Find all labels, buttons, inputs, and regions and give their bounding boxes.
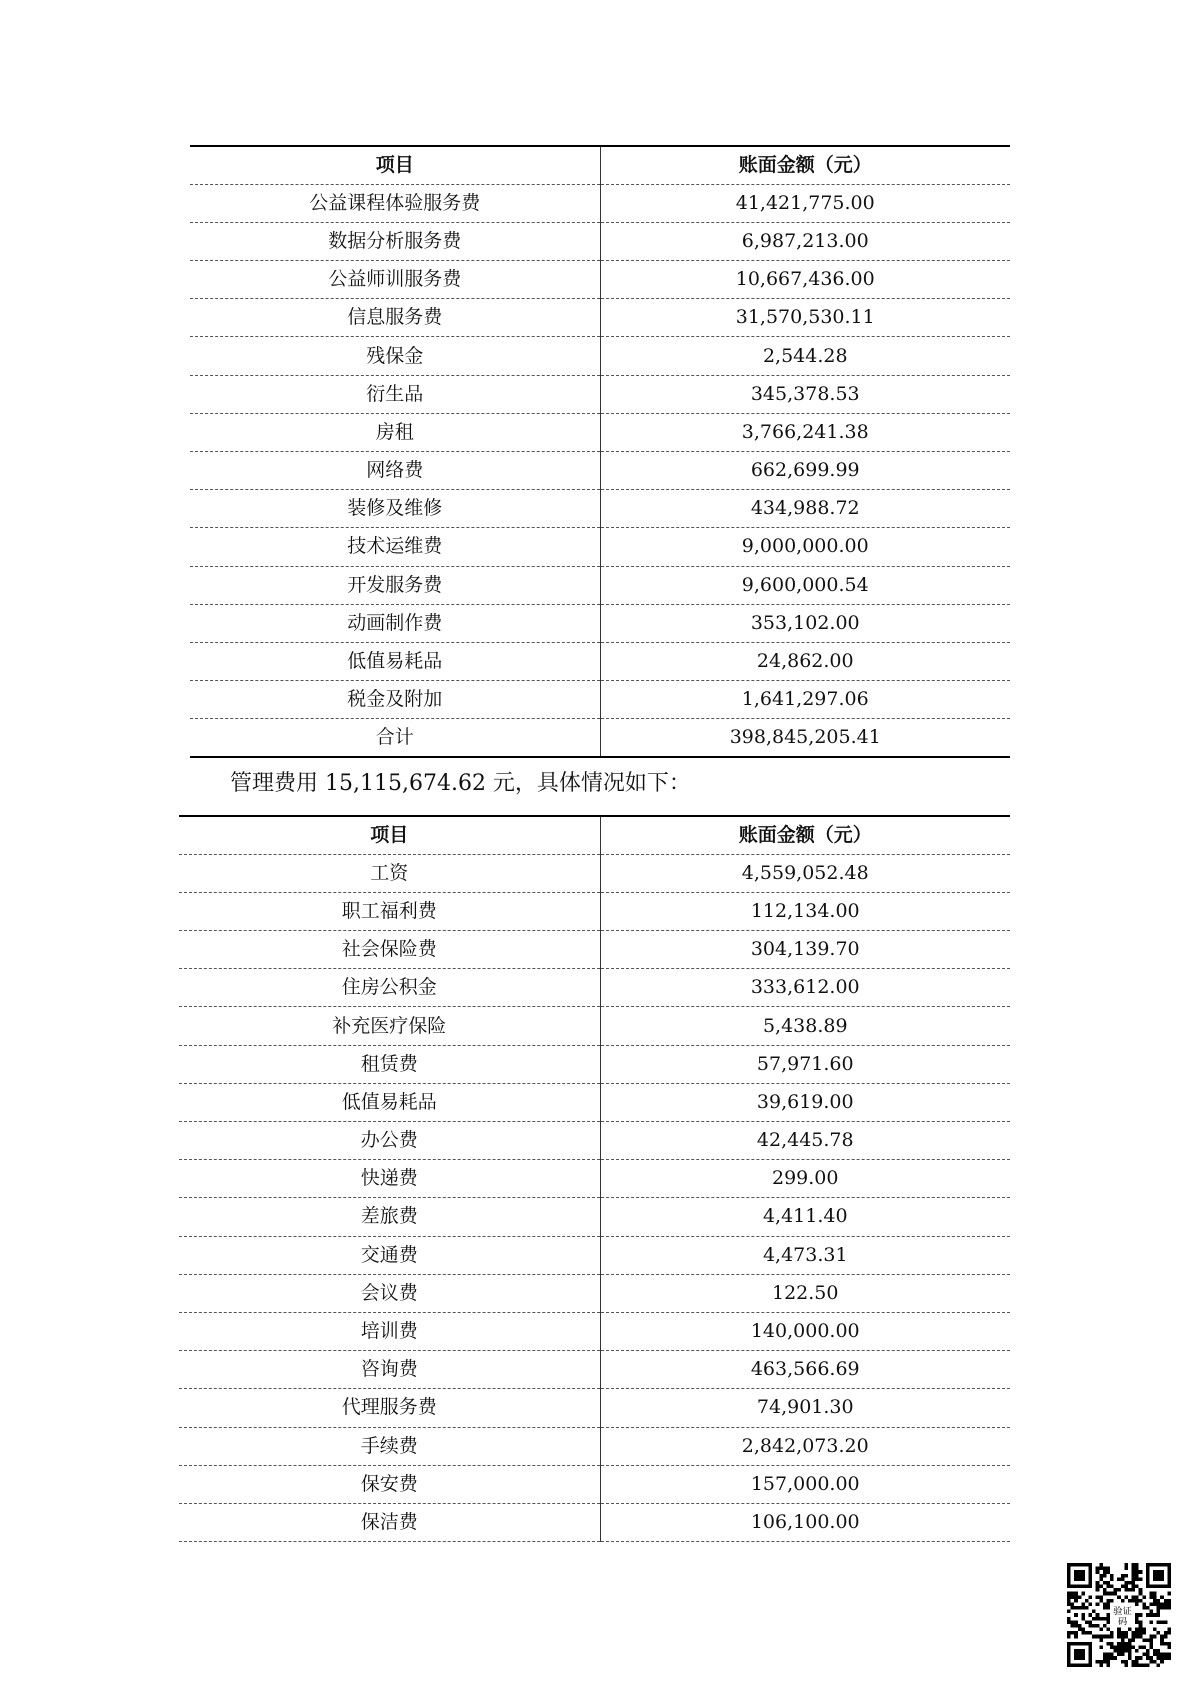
table-row: [179, 969, 1010, 1007]
item-name-cell: 装修及维修: [190, 490, 600, 528]
item-name-cell: 补充医疗保险: [179, 1007, 600, 1045]
item-name-cell: 手续费: [179, 1427, 600, 1465]
table-row: [190, 222, 1010, 260]
item-name-cell: 开发服务费: [190, 566, 600, 604]
column-header-item: 项目: [190, 146, 600, 184]
amount-cell: 3,766,241.38: [600, 413, 1010, 451]
table-row: [179, 1427, 1010, 1465]
table-header-row: [190, 146, 1010, 184]
amount-cell: 2,544.28: [600, 337, 1010, 375]
amount-cell: 42,445.78: [600, 1122, 1010, 1160]
item-name-cell: 公益课程体验服务费: [190, 184, 600, 222]
table-row: [190, 528, 1010, 566]
amount-cell: 662,699.99: [600, 452, 1010, 490]
amount-cell: 24,862.00: [600, 642, 1010, 680]
table-row: [190, 413, 1010, 451]
table-row: [190, 375, 1010, 413]
item-name-cell: 信息服务费: [190, 299, 600, 337]
table-row: [179, 1122, 1010, 1160]
item-name-cell: 动画制作费: [190, 604, 600, 642]
item-name-cell: 培训费: [179, 1312, 600, 1350]
table-row: [190, 261, 1010, 299]
admin-expense-paragraph: 管理费用 15,115,674.62 元，具体情况如下：: [230, 771, 691, 796]
qr-label-line1: 验证: [1113, 1605, 1132, 1617]
amount-cell: 39,619.00: [600, 1083, 1010, 1121]
item-name-cell: 会议费: [179, 1274, 600, 1312]
table-row: [179, 892, 1010, 930]
amount-cell: 57,971.60: [600, 1045, 1010, 1083]
item-name-cell: 交通费: [179, 1236, 600, 1274]
amount-cell: 106,100.00: [600, 1503, 1010, 1541]
item-name-cell: 差旅费: [179, 1198, 600, 1236]
table-row: [179, 931, 1010, 969]
table-row: [190, 681, 1010, 719]
amount-cell: 9,600,000.54: [600, 566, 1010, 604]
table-row: [190, 452, 1010, 490]
table-row: [179, 1198, 1010, 1236]
item-name-cell: 低值易耗品: [190, 642, 600, 680]
amount-cell: 299.00: [600, 1160, 1010, 1198]
item-name-cell: 工资: [179, 854, 600, 892]
item-name-cell: 快递费: [179, 1160, 600, 1198]
amount-cell: 122.50: [600, 1274, 1010, 1312]
table-row: [190, 566, 1010, 604]
item-name-cell: 税金及附加: [190, 681, 600, 719]
table-row: [179, 1389, 1010, 1427]
amount-cell: 345,378.53: [600, 375, 1010, 413]
item-name-cell: 保安费: [179, 1465, 600, 1503]
amount-cell: 1,641,297.06: [600, 681, 1010, 719]
amount-cell: 41,421,775.00: [600, 184, 1010, 222]
item-name-cell: 社会保险费: [179, 931, 600, 969]
amount-cell: 463,566.69: [600, 1351, 1010, 1389]
item-name-cell: 低值易耗品: [179, 1083, 600, 1121]
amount-cell: 4,559,052.48: [600, 854, 1010, 892]
admin-expense-table: [179, 815, 1010, 1542]
table-row: [190, 642, 1010, 680]
qr-code-icon: [1067, 1563, 1171, 1667]
table-row: [179, 1083, 1010, 1121]
item-name-cell: 代理服务费: [179, 1389, 600, 1427]
table-row: [190, 299, 1010, 337]
table-row: [179, 1007, 1010, 1045]
column-header-amount: 账面金额（元）: [600, 146, 1010, 184]
table-row: [179, 854, 1010, 892]
table-row: [179, 1312, 1010, 1350]
table-row: [179, 1465, 1010, 1503]
item-name-cell: 网络费: [190, 452, 600, 490]
amount-cell: 157,000.00: [600, 1465, 1010, 1503]
table-header-row: [179, 816, 1010, 854]
column-header-amount: 账面金额（元）: [600, 816, 1010, 854]
amount-cell: 304,139.70: [600, 931, 1010, 969]
item-name-cell: 衍生品: [190, 375, 600, 413]
amount-cell: 4,411.40: [600, 1198, 1010, 1236]
amount-cell: 5,438.89: [600, 1007, 1010, 1045]
qr-label-line2: 码: [1117, 1616, 1128, 1628]
table-row: [190, 490, 1010, 528]
amount-cell: 10,667,436.00: [600, 261, 1010, 299]
table-row: [179, 1274, 1010, 1312]
amount-cell: 398,845,205.41: [600, 719, 1010, 757]
column-header-item: 项目: [179, 816, 600, 854]
item-name-cell: 数据分析服务费: [190, 222, 600, 260]
item-name-cell: 咨询费: [179, 1351, 600, 1389]
amount-cell: 333,612.00: [600, 969, 1010, 1007]
amount-cell: 4,473.31: [600, 1236, 1010, 1274]
table-row: [179, 1045, 1010, 1083]
item-name-cell: 合计: [190, 719, 600, 757]
amount-cell: 353,102.00: [600, 604, 1010, 642]
amount-cell: 2,842,073.20: [600, 1427, 1010, 1465]
table-row: [190, 184, 1010, 222]
item-name-cell: 残保金: [190, 337, 600, 375]
table-row: [179, 1351, 1010, 1389]
item-name-cell: 职工福利费: [179, 892, 600, 930]
item-name-cell: 办公费: [179, 1122, 600, 1160]
table-row: [179, 1503, 1010, 1541]
amount-cell: 140,000.00: [600, 1312, 1010, 1350]
amount-cell: 9,000,000.00: [600, 528, 1010, 566]
item-name-cell: 房租: [190, 413, 600, 451]
table-row: [190, 337, 1010, 375]
item-name-cell: 住房公积金: [179, 969, 600, 1007]
table-row: [190, 604, 1010, 642]
item-name-cell: 技术运维费: [190, 528, 600, 566]
amount-cell: 6,987,213.00: [600, 222, 1010, 260]
table-row: [190, 719, 1010, 757]
amount-cell: 434,988.72: [600, 490, 1010, 528]
item-name-cell: 租赁费: [179, 1045, 600, 1083]
amount-cell: 74,901.30: [600, 1389, 1010, 1427]
table-row: [179, 1236, 1010, 1274]
item-name-cell: 公益师训服务费: [190, 261, 600, 299]
sales-expense-table: [190, 145, 1010, 758]
amount-cell: 112,134.00: [600, 892, 1010, 930]
item-name-cell: 保洁费: [179, 1503, 600, 1541]
amount-cell: 31,570,530.11: [600, 299, 1010, 337]
table-row: [179, 1160, 1010, 1198]
